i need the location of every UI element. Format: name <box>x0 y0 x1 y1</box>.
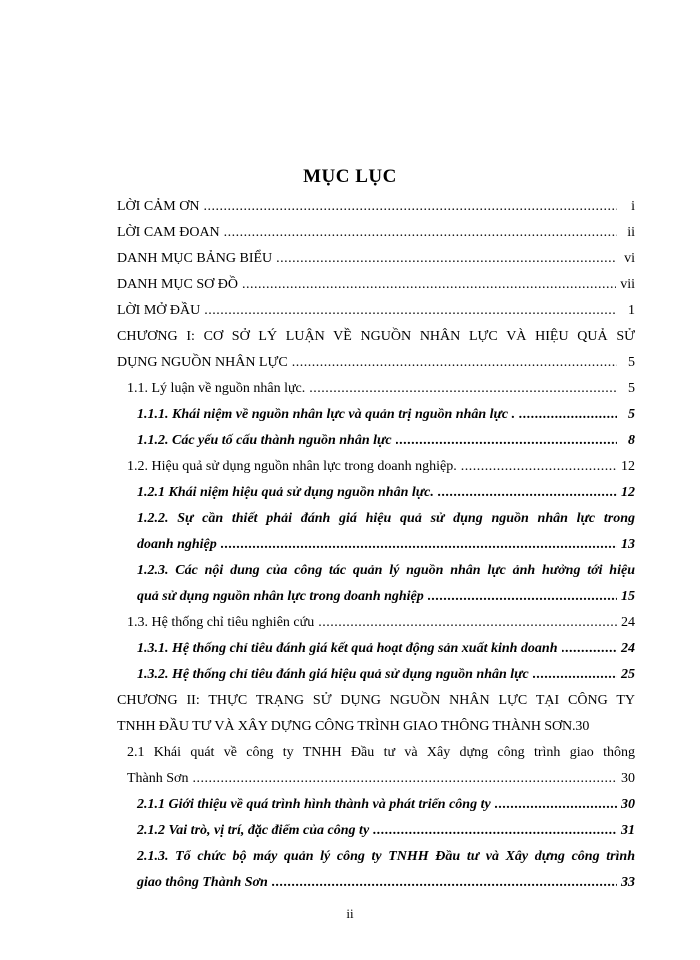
toc-leader <box>224 220 617 246</box>
toc-entry-label: DANH MỤC BẢNG BIỂU <box>117 251 273 266</box>
toc-entry-first-line[interactable]: 2.1 Khái quát về công ty TNHH Đầu tư và Xây dựng công trình giao thông <box>127 745 635 760</box>
toc-leader <box>272 870 617 896</box>
toc-chapter-heading-cont[interactable]: TNHH ĐẦU TƯ VÀ XÂY DỰNG CÔNG TRÌNH GIAO THÔNG THÀNH SƠN.30 <box>117 719 590 734</box>
toc-entry-label: DỤNG NGUỒN NHÂN LỰC <box>117 355 288 370</box>
toc-entry-label: 1.3.2. Hệ thống chỉ tiêu đánh giá hiệu quả sử dụng nguồn nhân lực <box>137 667 529 682</box>
toc-entry[interactable] <box>117 766 635 792</box>
toc-entry-label: doanh nghiệp <box>137 537 217 552</box>
toc-entry[interactable] <box>117 870 635 896</box>
toc-leader <box>396 428 617 454</box>
toc-entry-page: 31 <box>621 823 635 838</box>
toc-entry-label: Thành Sơn <box>127 771 189 786</box>
toc-entry-first-line[interactable]: 2.1.3. Tổ chức bộ máy quản lý công ty TNHH Đầu tư và Xây dựng công trình <box>137 849 635 864</box>
toc-entry-label: 1.2. Hiệu quả sử dụng nguồn nhân lực trong doanh nghiệp. <box>127 459 457 474</box>
toc-entry-label: 1.1.2. Các yếu tố cấu thành nguồn nhân lực <box>137 433 392 448</box>
toc-entry-page: 30 <box>621 771 635 786</box>
toc-leader <box>533 662 617 688</box>
toc-chapter-heading[interactable]: CHƯƠNG I: CƠ SỞ LÝ LUẬN VỀ NGUỒN NHÂN LỰC VÀ HIỆU QUẢ SỬ <box>117 329 635 344</box>
toc-entry-first-line[interactable]: 1.2.3. Các nội dung của công tác quản lý nguồn nhân lực ảnh hưởng tới hiệu <box>137 563 635 578</box>
toc-leader <box>203 194 617 220</box>
toc-entry-label: LỜI MỞ ĐẦU <box>117 303 201 318</box>
toc-entry-page: i <box>631 199 635 214</box>
toc-entry-page: 13 <box>621 537 635 552</box>
toc-leader <box>292 350 617 376</box>
toc-entry-page: 24 <box>621 641 635 656</box>
toc-entry[interactable] <box>117 272 635 298</box>
toc-entry-label: 1.3.1. Hệ thống chỉ tiêu đánh giá kết quả hoạt động sản xuất kinh doanh <box>137 641 558 656</box>
toc-entry-label: 1.2.1 Khái niệm hiệu quả sử dụng nguồn nhân lực. <box>137 485 434 500</box>
toc-entry[interactable] <box>117 480 635 506</box>
toc-entry-label: LỜI CẢM ƠN <box>117 199 200 214</box>
toc-entry-first-line[interactable]: 1.2.2. Sự cần thiết phải đánh giá hiệu quả sử dụng nguồn nhân lực trong <box>137 511 635 526</box>
toc-entry-page: 5 <box>628 381 635 396</box>
toc-leader <box>309 376 617 402</box>
toc-entry-label: giao thông Thành Sơn <box>137 875 268 890</box>
toc-leader <box>438 480 617 506</box>
toc-leader <box>242 272 616 298</box>
toc-leader <box>428 584 617 610</box>
toc-entry-page: 1 <box>628 303 635 318</box>
toc-entry-page: 12 <box>621 485 635 500</box>
toc-entry[interactable] <box>117 610 635 636</box>
toc-entry[interactable] <box>117 220 635 246</box>
toc-entry-page: 5 <box>628 355 635 370</box>
toc-entry-page: ii <box>627 225 635 240</box>
toc-leader <box>562 636 618 662</box>
toc-entry[interactable] <box>117 662 635 688</box>
toc-entry[interactable] <box>117 298 635 324</box>
toc-entry[interactable] <box>117 532 635 558</box>
toc-leader <box>519 402 617 428</box>
toc-entry-label: 2.1.2 Vai trò, vị trí, đặc điểm của công ty <box>137 823 370 838</box>
toc-entry-label: DANH MỤC SƠ ĐỒ <box>117 277 238 292</box>
table-of-contents <box>117 194 635 896</box>
toc-entry-label: 1.1.1. Khái niệm về nguồn nhân lực và quản trị nguồn nhân lực . <box>137 407 516 422</box>
toc-leader <box>373 818 617 844</box>
toc-entry-label: LỜI CAM ĐOAN <box>117 225 220 240</box>
toc-leader <box>318 610 617 636</box>
toc-leader <box>192 766 617 792</box>
toc-entry[interactable] <box>117 818 635 844</box>
toc-entry-page: vii <box>620 277 635 292</box>
toc-entry-page: 15 <box>621 589 635 604</box>
toc-entry[interactable] <box>117 792 635 818</box>
toc-entry-label: 1.3. Hệ thống chỉ tiêu nghiên cứu <box>127 615 315 630</box>
toc-entry[interactable] <box>117 376 635 402</box>
toc-entry-page: 5 <box>628 407 635 422</box>
toc-leader <box>495 792 617 818</box>
toc-entry[interactable] <box>117 194 635 220</box>
toc-entry-page: 33 <box>621 875 635 890</box>
toc-entry[interactable] <box>117 636 635 662</box>
toc-entry-page: 25 <box>621 667 635 682</box>
toc-entry-label: 1.1. Lý luận về nguồn nhân lực. <box>127 381 306 396</box>
toc-chapter-heading[interactable]: CHƯƠNG II: THỰC TRẠNG SỬ DỤNG NGUỒN NHÂN LỰC TẠI CÔNG TY <box>117 693 635 708</box>
toc-leader <box>221 532 617 558</box>
toc-entry-label: 2.1.1 Giới thiệu về quá trình hình thành và phát triển công ty <box>137 797 491 812</box>
page-title: MỤC LỤC <box>303 166 397 187</box>
toc-entry-page: 30 <box>621 797 635 812</box>
toc-entry[interactable] <box>117 350 635 376</box>
toc-leader <box>276 246 617 272</box>
toc-entry-page: 24 <box>621 615 635 630</box>
toc-entry[interactable] <box>117 584 635 610</box>
toc-entry[interactable] <box>117 454 635 480</box>
toc-leader <box>204 298 617 324</box>
toc-entry-page: vi <box>624 251 635 266</box>
toc-leader <box>461 454 617 480</box>
toc-entry-page: 8 <box>628 433 635 448</box>
page-number: ii <box>346 906 354 921</box>
toc-entry-page: 12 <box>621 459 635 474</box>
toc-entry[interactable] <box>117 246 635 272</box>
toc-entry[interactable] <box>117 402 635 428</box>
toc-entry-label: quả sử dụng nguồn nhân lực trong doanh nghiệp <box>137 589 424 604</box>
toc-entry[interactable] <box>117 428 635 454</box>
